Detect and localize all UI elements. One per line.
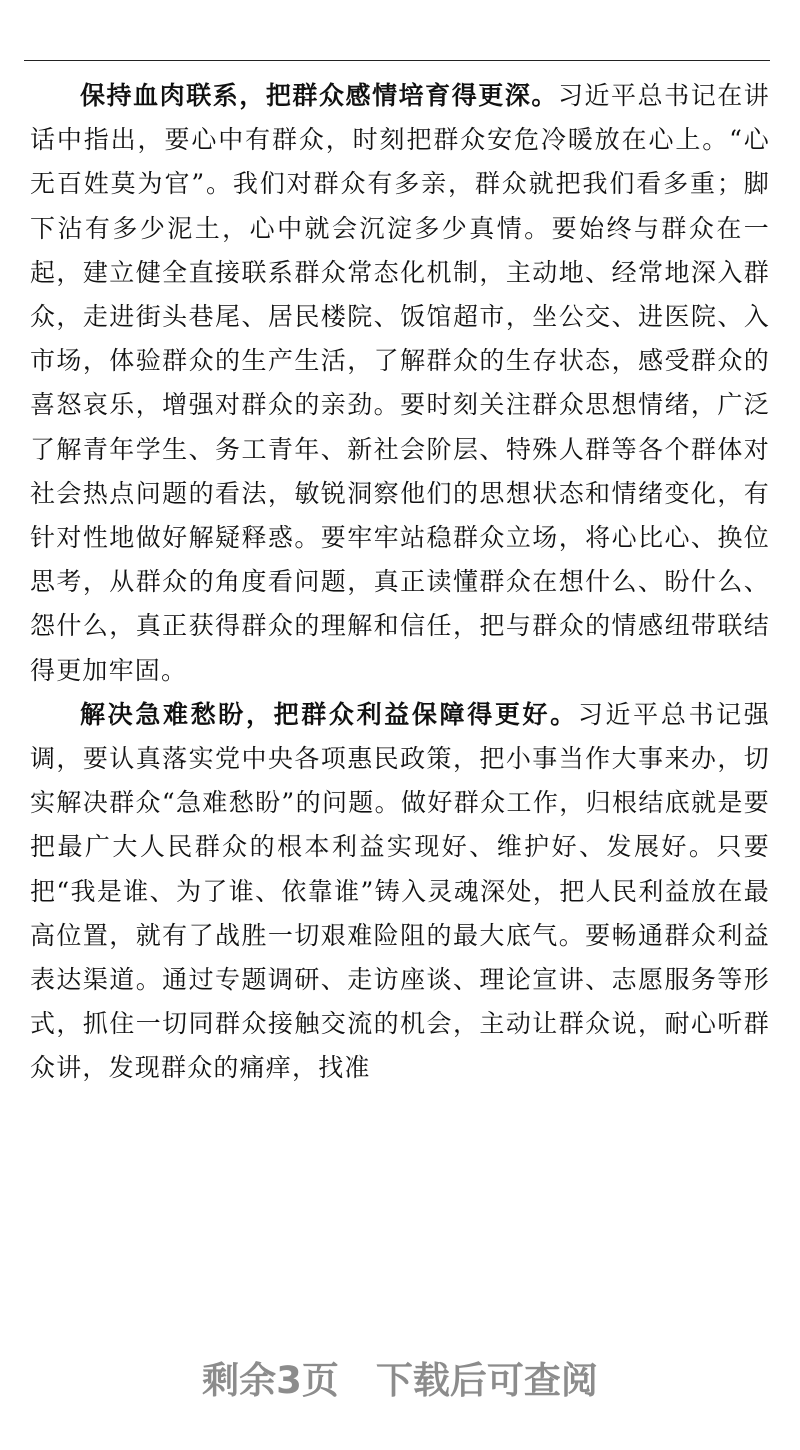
header-divider [24,60,770,61]
paragraph-heading: 保持血肉联系，把群众感情培育得更深。 [80,81,558,110]
paragraph-heading: 解决急难愁盼，把群众利益保障得更好。 [80,699,578,729]
paragraph-text: 习近平总书记在讲话中指出，要心中有群众，时刻把群众安危冷暖放在心上。“心无百姓莫为官”。我们对群众有多亲，群众就把我们看多重；脚下沾有多少泥土，心中就会沉淀多少真情。要始终与群众在一起，建立健全直接联系群众常态化机制，主动地、经常地深入群众，走进街头巷尾、居民楼院、饭馆超市，坐公交、进医院、入市场，体验群众的生产生活，了解群众的生存状态，感受群众的喜怒哀乐，增强对群众的亲劲。要时刻关注群众思想情绪，广泛了解青年学生、务工青年、新社会阶层、特殊人群等各个群体对社会热点问题的看法，敏锐洞察他们的思想状态和情绪变化，有针对性地做好解疑释惑。要牢牢站稳群众立场，将心比心、换位思考，从群众的角度看问题，真正读懂群众在想什么、盼什么、怨什么，真正获得群众的理解和信任，把与群众的情感纽带联结得更加牢固。 [30,81,770,685]
download-prompt[interactable]: 剩余3页 下载后可查阅 [202,1359,598,1402]
paragraph-text: 习近平总书记强调，要认真落实党中央各项惠民政策，把小事当作大事来办，切实解决群众“急难愁盼”的问题。做好群众工作，归根结底就是要把最广大人民群众的根本利益实现好、维护好、发展好。只要把“我是谁、为了谁、依靠谁”铸入灵魂深处，把人民利益放在最高位置，就有了战胜一切艰难险阻的最大底气。要畅通群众利益表达渠道。通过专题调研、走访座谈、理论宣讲、志愿服务等形式，抓住一切同群众接触交流的机会，主动让群众说，耐心听群众讲，发现群众的痛痒，找准 [30,699,770,1083]
document-body [30,74,770,1091]
paragraph-contact-masses [30,74,770,693]
paragraph-solve-problems [30,693,770,1091]
